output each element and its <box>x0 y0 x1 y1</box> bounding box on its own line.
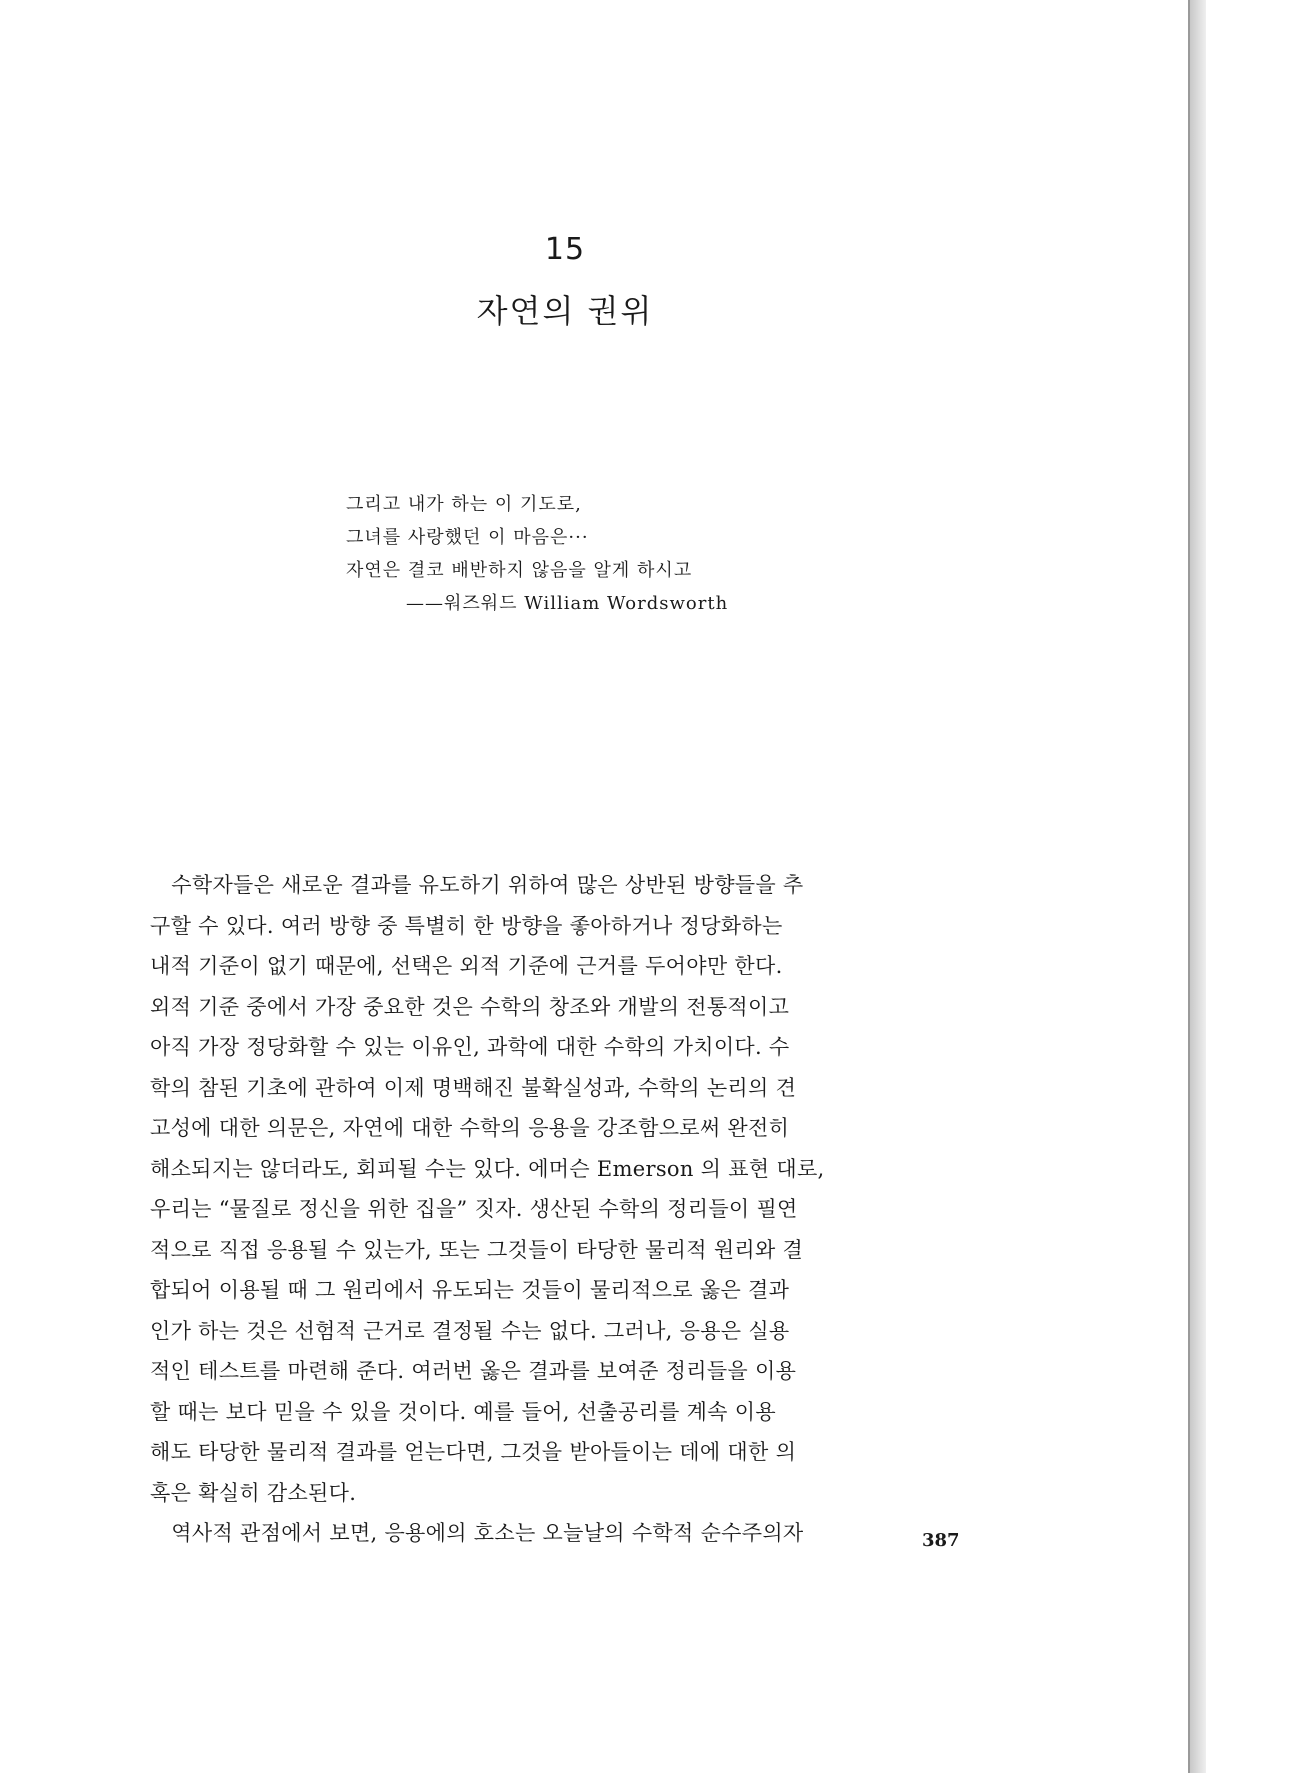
text-line: 내적 기준이 없기 때문에, 선택은 외적 기준에 근거를 두어야만 한다. <box>150 954 783 978</box>
text-line: 해소되지는 않더라도, 회피될 수는 있다. 에머슨 Emerson 의 표현 대로, <box>150 1156 825 1181</box>
text-line: 아직 가장 정당화할 수 있는 이유인, 과학에 대한 수학의 가치이다. 수 <box>150 1035 790 1059</box>
page-edge-shadow <box>1190 0 1206 1773</box>
page-number: 387 <box>922 1530 960 1551</box>
epigraph-line: 그리고 내가 하는 이 기도로, <box>346 494 582 515</box>
epigraph-line: 그녀를 사랑했던 이 마음은··· <box>346 527 589 548</box>
text-line: 역사적 관점에서 보면, 응용에의 호소는 오늘날의 수학적 순수주의자 <box>150 1521 804 1545</box>
text-line: 적인 테스트를 마련해 준다. 여러번 옳은 결과를 보여준 정리들을 이용 <box>150 1359 797 1383</box>
text-line: 우리는 “물질로 정신을 위한 집을” 짓자. 생산된 수학의 정리들이 필연 <box>150 1197 798 1221</box>
chapter-number: 15 <box>544 232 586 267</box>
text-line: 혹은 확실히 감소된다. <box>150 1480 357 1505</box>
text-line: 수학자들은 새로운 결과를 유도하기 위하여 많은 상반된 방향들을 추 <box>150 873 804 897</box>
text-line: 합되어 이용될 때 그 원리에서 유도되는 것들이 물리적으로 옳은 결과 <box>150 1278 790 1302</box>
text-line: 외적 기준 중에서 가장 중요한 것은 수학의 창조와 개발의 전통적이고 <box>150 994 790 1019</box>
epigraph-line: 자연은 결코 배반하지 않음을 알게 하시고 <box>346 560 693 581</box>
epigraph <box>346 488 806 620</box>
text-line: 고성에 대한 의문은, 자연에 대한 수학의 응용을 강조함으로써 완전히 <box>150 1116 790 1140</box>
chapter-title: 자연의 권위 <box>476 292 654 330</box>
text-line: 할 때는 보다 믿을 수 있을 것이다. 예를 들어, 선출공리를 계속 이용 <box>150 1399 776 1424</box>
body-text <box>150 865 990 1554</box>
text-line: 구할 수 있다. 여러 방향 중 특별히 한 방향을 좋아하거나 정당화하는 <box>150 913 783 938</box>
epigraph-attribution: ——워즈워드 William Wordsworth <box>406 593 729 614</box>
text-line: 적으로 직접 응용될 수 있는가, 또는 그것들이 타당한 물리적 원리와 결 <box>150 1237 804 1262</box>
text-line: 학의 참된 기초에 관하여 이제 명백해진 불확실성과, 수학의 논리의 견 <box>150 1075 797 1100</box>
text-line: 인가 하는 것은 선험적 근거로 결정될 수는 없다. 그러나, 응용은 실용 <box>150 1318 790 1343</box>
text-line: 해도 타당한 물리적 결과를 얻는다면, 그것을 받아들이는 데에 대한 의 <box>150 1440 797 1464</box>
